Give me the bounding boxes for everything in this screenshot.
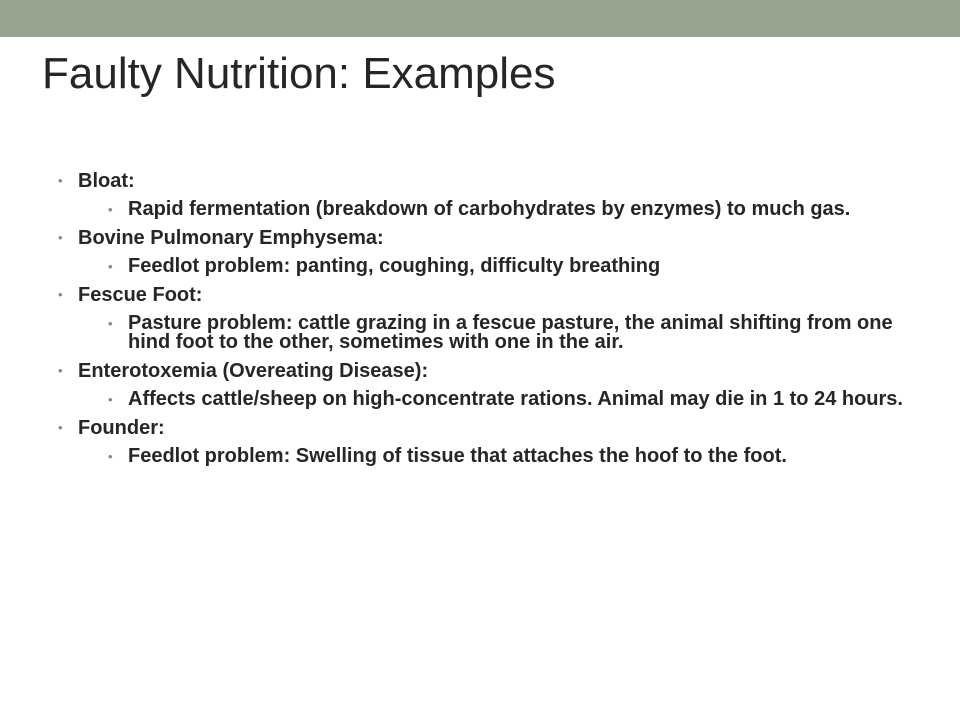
bullet-icon: • (108, 202, 113, 217)
list-item-founder (58, 417, 908, 466)
sub-list-item-text: Pasture problem: cattle grazing in a fescue pasture, the animal shifting from one hind foot to the other, sometimes with one in the air. (128, 312, 893, 353)
bullet-icon: • (58, 230, 63, 245)
sub-list (78, 447, 908, 466)
bullet-icon: • (108, 316, 113, 331)
sub-list (78, 390, 908, 409)
sub-list-item-text: Rapid fermentation (breakdown of carbohydrates by enzymes) to much gas. (128, 198, 851, 220)
list-item-heading: Bovine Pulmonary Emphysema: (78, 227, 384, 249)
bullet-icon: • (108, 449, 113, 464)
bullet-list (58, 170, 908, 466)
list-item-bloat (58, 170, 908, 219)
bullet-icon: • (108, 392, 113, 407)
list-item-enterotoxemia (58, 360, 908, 409)
sub-list-item (108, 390, 908, 409)
bullet-icon: • (58, 363, 63, 378)
list-item-heading: Founder: (78, 417, 165, 439)
list-item-heading: Bloat: (78, 170, 135, 192)
slide-content (58, 170, 908, 474)
sub-list-item (108, 447, 908, 466)
top-accent-bar (0, 0, 960, 37)
sub-list (78, 200, 908, 219)
bullet-icon: • (58, 173, 63, 188)
sub-list-item (108, 200, 908, 219)
bullet-icon: • (108, 259, 113, 274)
sub-list-item-text: Feedlot problem: panting, coughing, difficulty breathing (128, 255, 661, 277)
slide-title: Faulty Nutrition: Examples (42, 49, 556, 98)
sub-list (78, 314, 908, 352)
sub-list-item (108, 257, 908, 276)
sub-list-item (108, 314, 908, 352)
list-item-bovine-pulmonary-emphysema (58, 227, 908, 276)
bullet-icon: • (58, 420, 63, 435)
list-item-fescue-foot (58, 284, 908, 352)
list-item-heading: Enterotoxemia (Overeating Disease): (78, 360, 429, 382)
sub-list-item-text: Affects cattle/sheep on high-concentrate rations. Animal may die in 1 to 24 hours. (128, 388, 903, 410)
bullet-icon: • (58, 287, 63, 302)
sub-list (78, 257, 908, 276)
sub-list-item-text: Feedlot problem: Swelling of tissue that attaches the hoof to the foot. (128, 445, 787, 467)
list-item-heading: Fescue Foot: (78, 284, 203, 306)
